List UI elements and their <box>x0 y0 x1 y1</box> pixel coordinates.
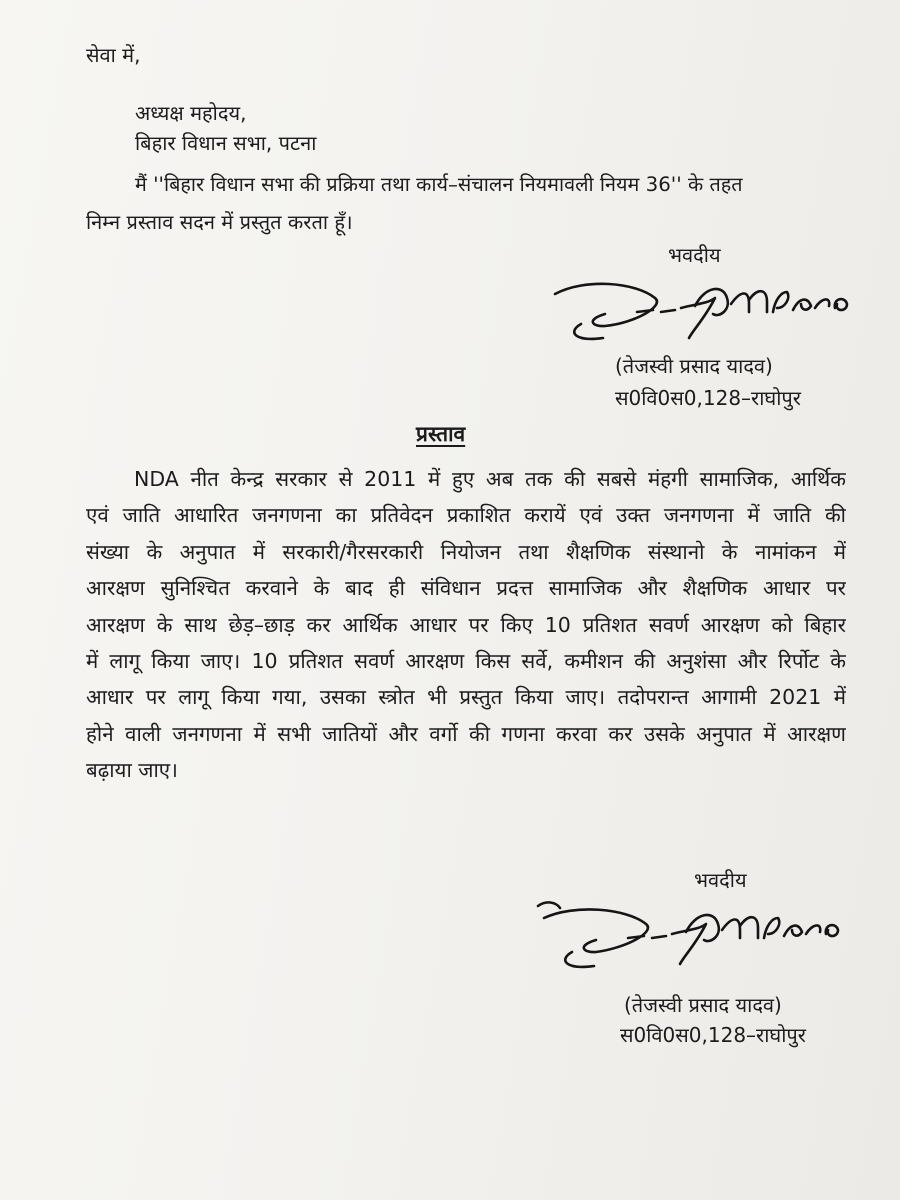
recipient-address: बिहार विधान सभा, पटना <box>135 131 317 155</box>
closing-2: भवदीय <box>694 868 747 892</box>
proposal-line: आधार पर लागू किया गया, उसका स्त्रोत भी प्रस्तुत किया जाए। तदोपरान्त आगामी 2021 में <box>86 685 846 710</box>
proposal-line: एवं जाति आधारित जनगणना का प्रतिवेदन प्रकाशित करायें एवं उक्त जनगणना में जाति की <box>86 503 846 528</box>
signature-1 <box>545 268 865 348</box>
signature-2 <box>530 890 860 975</box>
intro-line-2: निम्न प्रस्ताव सदन में प्रस्तुत करता हूँ। <box>86 210 353 234</box>
proposal-line: आरक्षण के साथ छेड़–छाड़ कर आर्थिक आधार पर किए 10 प्रतिशत सवर्ण आरक्षण को बिहार <box>86 612 846 637</box>
signatory-designation-2: स0वि0स0,128–राघोपुर <box>620 1023 806 1047</box>
proposal-line: संख्या के अनुपात में सरकारी/गैरसरकारी नियोजन तथा शैक्षणिक संस्थानो के नामांकन में <box>86 539 846 564</box>
proposal-line: बढ़ाया जाए। <box>86 758 178 783</box>
proposal-line: होने वाली जनगणना में सभी जातियों और वर्गो की गणना करवा कर उसके अनुपात में आरक्षण <box>86 721 846 746</box>
salutation: सेवा में, <box>86 43 141 67</box>
proposal-line: NDA नीत केन्द्र सरकार से 2011 में हुए अब तक की सबसे मंहगी सामाजिक, आर्थिक <box>134 467 846 491</box>
proposal-line: में लागू किया जाए। 10 प्रतिशत सवर्ण आरक्षण किस सर्वे, कमीशन की अनुशंसा और रिर्पोट के <box>86 648 846 673</box>
signatory-designation-1: स0वि0स0,128–राघोपुर <box>615 386 801 410</box>
signatory-name-2: (तेजस्वी प्रसाद यादव) <box>624 993 782 1017</box>
proposal-line: आरक्षण सुनिश्चित करवाने के बाद ही संविधान प्रदत्त सामाजिक और शैक्षणिक आधार पर <box>86 576 846 601</box>
recipient-title: अध्यक्ष महोदय, <box>135 101 247 125</box>
signatory-name-1: (तेजस्वी प्रसाद यादव) <box>615 354 773 378</box>
proposal-body <box>86 461 846 789</box>
intro-line-1: मैं ''बिहार विधान सभा की प्रक्रिया तथा कार्य–संचालन नियमावली नियम 36'' के तहत <box>135 173 743 196</box>
closing-1: भवदीय <box>668 243 721 267</box>
proposal-heading: प्रस्ताव <box>416 422 466 446</box>
